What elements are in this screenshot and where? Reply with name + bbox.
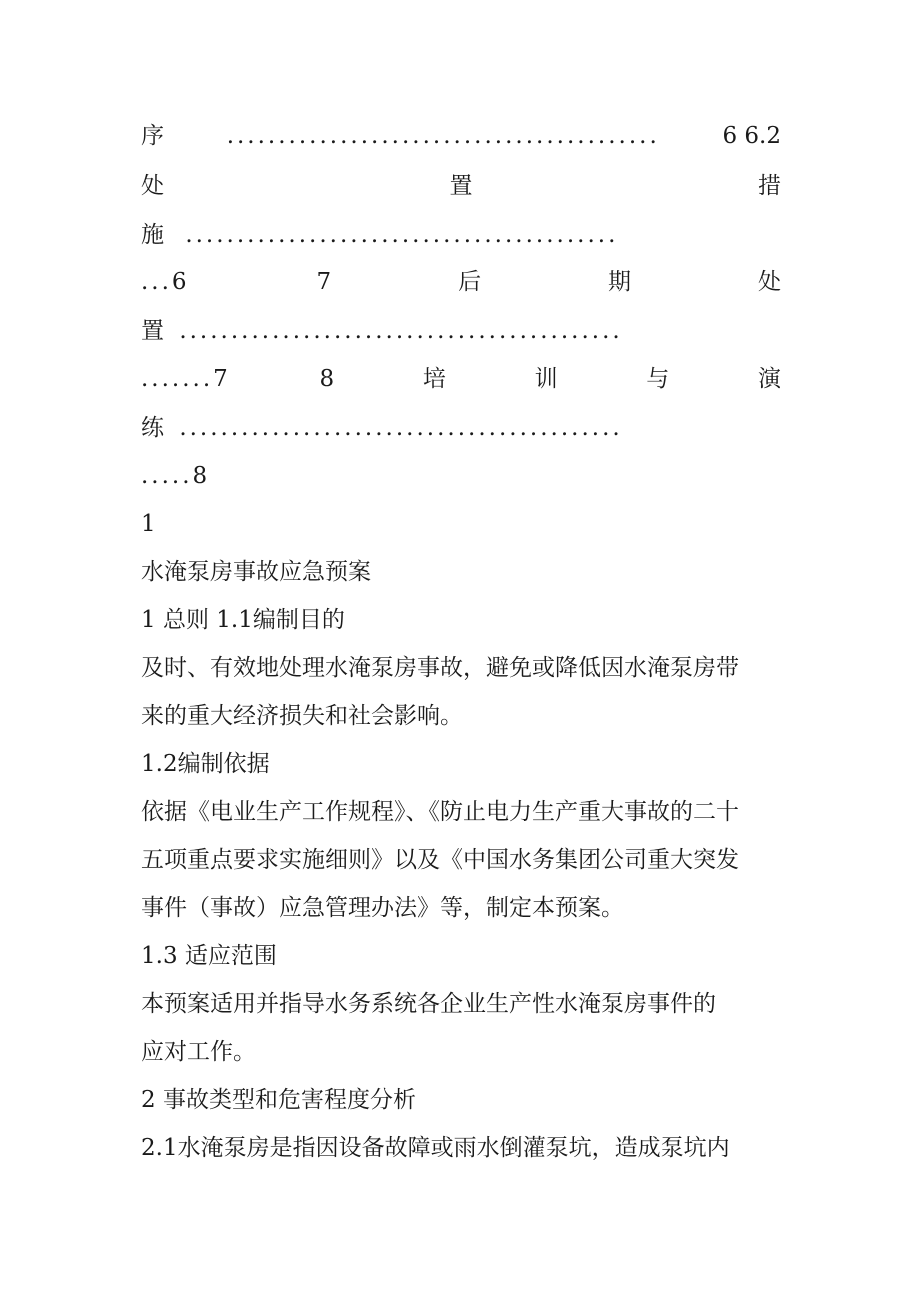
section-heading: 2 事故类型和危害程度分析	[141, 1087, 416, 1113]
section-heading: 1.2编制依据	[141, 751, 270, 777]
toc-page-ref: 6 6.2	[722, 123, 781, 149]
paragraph-line: 五项重点要求实施细则》以及《中国水务集团公司重大突发	[141, 847, 739, 873]
toc-section-number: 7	[316, 269, 332, 295]
document-title: 水淹泵房事故应急预案	[141, 559, 371, 585]
toc-line	[141, 220, 781, 250]
toc-text: 处	[757, 269, 781, 295]
toc-text: 与	[646, 366, 670, 392]
toc-text: 置	[449, 173, 473, 199]
paragraph-line: 及时、有效地处理水淹泵房事故，避免或降低因水淹泵房带	[141, 655, 739, 681]
toc-leader: ..........................................	[185, 222, 619, 248]
toc-line	[141, 413, 781, 443]
toc-section-number: 8	[319, 366, 335, 392]
toc-text: 练	[141, 415, 164, 441]
section-heading: 1.3 适应范围	[141, 943, 277, 969]
toc-page-ref: .......7	[141, 366, 231, 392]
paragraph-line: 本预案适用并指导水务系统各企业生产性水淹泵房事件的	[141, 991, 716, 1017]
paragraph-line: 来的重大经济损失和社会影响。	[141, 703, 463, 729]
toc-text: 期	[608, 269, 632, 295]
toc-line	[141, 461, 781, 491]
toc-line	[141, 267, 781, 297]
toc-leader: ..........................................	[226, 123, 660, 149]
page-number: 1	[141, 511, 156, 537]
toc-text: 培	[422, 366, 446, 392]
paragraph-line: 事件（事故）应急管理办法》等，制定本预案。	[141, 895, 624, 921]
toc-line	[141, 171, 781, 201]
toc-text: 演	[757, 366, 781, 392]
toc-text: 训	[534, 366, 558, 392]
toc-line	[141, 316, 781, 346]
toc-line	[141, 121, 781, 151]
toc-leader: ...........................................	[179, 318, 623, 344]
toc-text: 序	[141, 123, 164, 149]
paragraph-line: 应对工作。	[141, 1039, 256, 1065]
toc-text: 后	[458, 269, 482, 295]
toc-text: 施	[141, 222, 164, 248]
toc-text: 置	[141, 318, 164, 344]
section-heading: 1 总则 1.1编制目的	[141, 607, 345, 633]
toc-line	[141, 364, 781, 394]
paragraph-line: 2.1水淹泵房是指因设备故障或雨水倒灌泵坑，造成泵坑内	[141, 1135, 730, 1161]
toc-text: 措	[758, 173, 781, 199]
toc-leader: ...........................................	[179, 415, 623, 441]
toc-text: 处	[141, 173, 164, 199]
toc-page-ref: .....8	[141, 463, 211, 489]
paragraph-line: 依据《电业生产工作规程》、《防止电力生产重大事故的二十	[141, 799, 739, 825]
toc-page-ref: ...6	[141, 269, 190, 295]
